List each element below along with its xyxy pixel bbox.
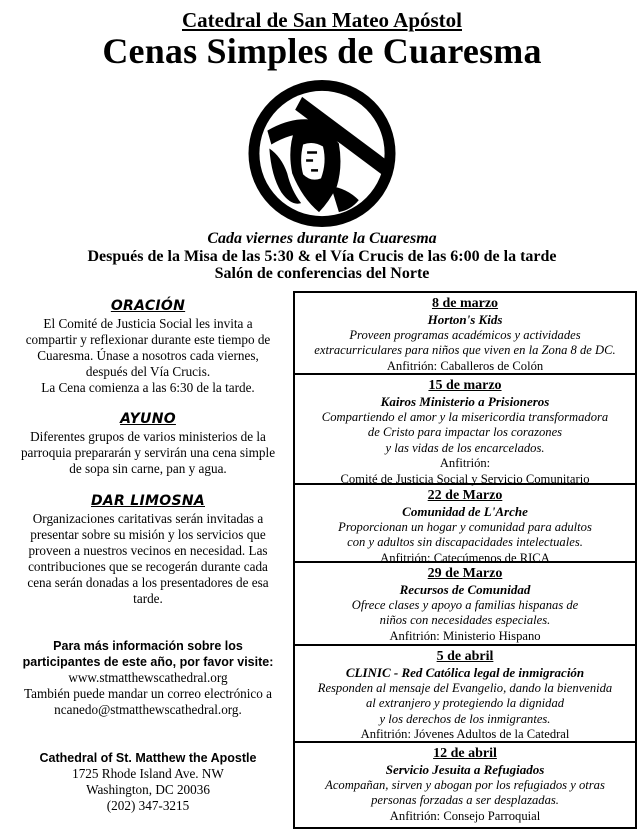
phone-number: (202) 347-3215 bbox=[106, 798, 190, 813]
entry-organization: CLINIC - Red Católica legal de inmigración bbox=[345, 665, 585, 680]
email-link[interactable]: ncanedo@stmatthewscathedral.org. bbox=[54, 702, 242, 717]
subtitle-after-mass: Después de la Misa de las 5:30 & el Vía Crucis de las 6:00 de la tarde bbox=[87, 248, 557, 265]
street-address: 1725 Rhode Island Ave. NW bbox=[72, 766, 224, 781]
entry-organization: Horton's Kids bbox=[427, 312, 503, 327]
entry-date: 8 de marzo bbox=[431, 296, 499, 311]
entry-date: 5 de abril bbox=[436, 649, 494, 664]
section-body: Diferentes grupos de varios ministerios de la parroquia prepararán y servirán una cena simple de sopa sin carne, pan y agua. bbox=[20, 429, 276, 476]
entry-organization: Comunidad de L'Arche bbox=[402, 504, 528, 519]
schedule-entry bbox=[295, 485, 635, 563]
subtitle-every-friday: Cada viernes durante la Cuaresma bbox=[207, 230, 437, 247]
section-heading: DAR LIMOSNA bbox=[90, 493, 205, 509]
schedule-entry bbox=[295, 563, 635, 646]
entry-description: Responden al mensaje del Evangelio, dando la bienvenida al extranjero y protegiendo la dignidad y los derechos de los inmigrantes. bbox=[317, 680, 613, 726]
entry-date: 12 de abril bbox=[433, 746, 497, 761]
entry-organization: Servicio Jesuita a Refugiados bbox=[385, 762, 545, 777]
more-info bbox=[20, 638, 276, 718]
entry-description: Proporcionan un hogar y comunidad para adultos con y adultos sin discapacidades intelectuales. bbox=[338, 519, 592, 550]
entry-organization: Recursos de Comunidad bbox=[399, 582, 531, 597]
schedule-table bbox=[293, 291, 637, 829]
entry-date: 29 de Marzo bbox=[427, 566, 503, 581]
website-link[interactable]: www.stmatthewscathedral.org bbox=[68, 670, 228, 685]
entry-date: 22 de Marzo bbox=[427, 488, 503, 503]
section-limosna bbox=[20, 493, 276, 607]
email-intro: También puede mandar un correo electrónico a bbox=[23, 686, 273, 701]
more-info-heading: Para más información sobre los participantes de este año, por favor visite: bbox=[22, 639, 274, 669]
subtitle-location: Salón de conferencias del Norte bbox=[214, 265, 430, 282]
section-ayuno bbox=[20, 411, 276, 477]
cathedral-name: Cathedral of St. Matthew the Apostle bbox=[39, 751, 257, 765]
christ-with-cross-emblem bbox=[247, 79, 397, 228]
section-extra: La Cena comienza a las 6:30 de la tarde. bbox=[41, 380, 255, 395]
schedule-entry bbox=[295, 646, 635, 743]
entry-description: Compartiendo el amor y la misericordia transformadora de Cristo para impactar los corazones y las vidas de los encarcelados. bbox=[321, 409, 609, 455]
section-oracion bbox=[20, 298, 276, 396]
entry-host: Anfitrión: Jóvenes Adultos de la Catedral bbox=[360, 727, 570, 742]
section-heading: ORACIÓN bbox=[110, 298, 186, 314]
schedule-entry bbox=[295, 293, 635, 375]
section-heading: AYUNO bbox=[120, 411, 176, 427]
entry-host: Anfitrión: Caballeros de Colón bbox=[386, 358, 544, 373]
address-block bbox=[20, 750, 276, 814]
entry-date: 15 de marzo bbox=[428, 378, 502, 393]
entry-description: Proveen programas académicos y actividades extracurriculares para niños que viven en la Zona 8 de DC. bbox=[314, 327, 616, 358]
entry-host: Anfitrión: Comité de Justicia Social y Servicio Comunitario bbox=[340, 456, 590, 486]
entry-organization: Kairos Ministerio a Prisioneros bbox=[380, 394, 550, 409]
entry-host: Anfitrión: Consejo Parroquial bbox=[389, 808, 541, 823]
city-address: Washington, DC 20036 bbox=[86, 782, 210, 797]
entry-host: Anfitrión: Ministerio Hispano bbox=[389, 628, 541, 643]
schedule-entry bbox=[295, 743, 635, 827]
entry-description: Acompañan, sirven y abogan por los refugiados y otras personas forzadas a ser desplazadas. bbox=[325, 777, 605, 808]
entry-description: Ofrece clases y apoyo a familias hispanas de niños con necesidades especiales. bbox=[351, 597, 579, 628]
entry-host: Anfitrión: Catecúmenos de RICA bbox=[380, 550, 550, 565]
parish-name: Catedral de San Mateo Apóstol bbox=[182, 8, 462, 32]
page-title: Cenas Simples de Cuaresma bbox=[102, 31, 542, 71]
section-body: El Comité de Justicia Social les invita a compartir y reflexionar durante este tiempo de Cuaresma. Únase a nosotros cada viernes, después del Vía Crucis. bbox=[25, 316, 271, 379]
section-body: Organizaciones caritativas serán invitadas a presentar sobre su misión y los servicios que proveen a nuestros vecinos en necesidad. Las contribuciones que se recogerán durante cada cena serán donadas a los presentadores de esa tarde. bbox=[27, 511, 269, 606]
schedule-entry bbox=[295, 375, 635, 485]
